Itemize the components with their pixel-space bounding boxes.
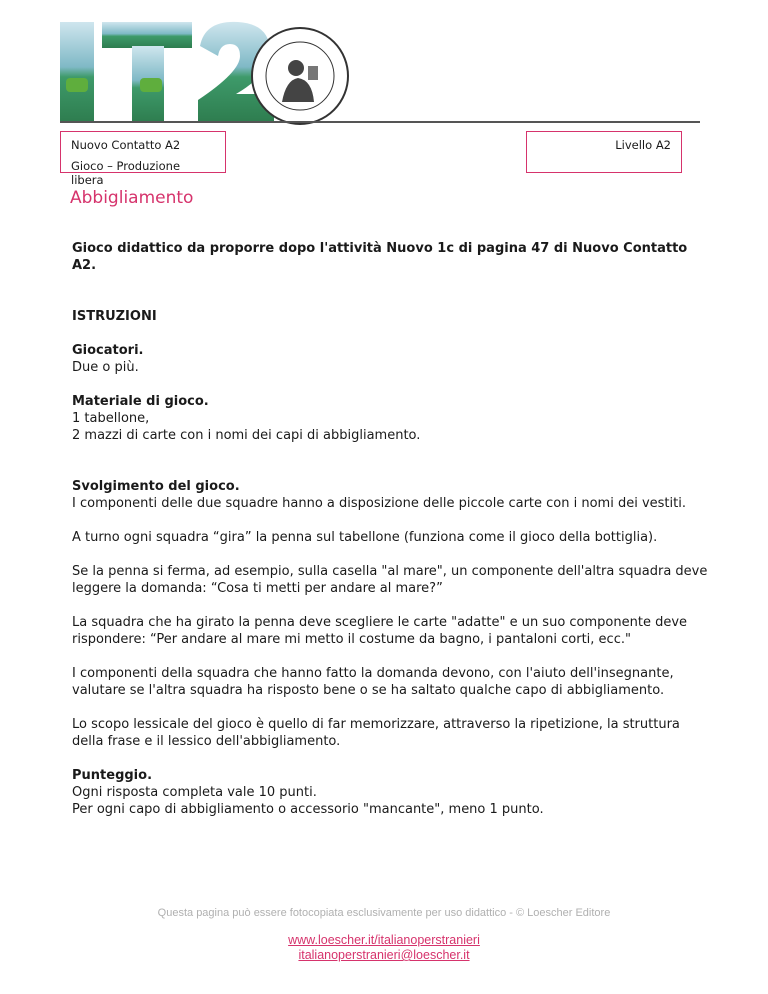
procedure-paragraph: La squadra che ha girato la penna deve scegliere le carte "adatte" e un suo componente deve rispondere: “Per andare al mare mi metto il costume da bagno, i pantaloni corti, ecc." [72, 615, 688, 647]
players-text: Due o più. [72, 360, 139, 375]
materials-line: 2 mazzi di carte con i nomi dei capi di abbigliamento. [72, 428, 421, 443]
website-link[interactable]: www.loescher.it/italianoperstranieri [288, 933, 480, 947]
activity-type: Gioco – Produzione libera [71, 159, 181, 187]
level-box [526, 131, 682, 173]
materials-line: 1 tabellone, [72, 411, 150, 426]
players-heading: Giocatori. [72, 343, 144, 358]
scoring-line: Per ogni capo di abbigliamento o accessorio "mancante", meno 1 punto. [72, 802, 544, 817]
procedure-paragraph: Lo scopo lessicale del gioco è quello di far memorizzare, attraverso la ripetizione, la struttura della frase e il lessico dell'abbigliamento. [72, 717, 680, 749]
procedure-paragraph: A turno ogni squadra “gira” la penna sul tabellone (funziona come il gioco della bottiglia). [72, 530, 658, 545]
it2-logo [60, 16, 360, 128]
page-title: Abbigliamento [70, 188, 194, 208]
course-info-box [60, 131, 226, 187]
instructions-heading: ISTRUZIONI [72, 309, 157, 324]
header-rule [60, 121, 700, 123]
main-content [72, 240, 712, 818]
it2-logo-graphic [60, 16, 360, 128]
email-link[interactable]: italianoperstranieri@loescher.it [298, 948, 470, 962]
procedure-heading: Svolgimento del gioco. [72, 479, 240, 494]
course-name: Nuovo Contatto A2 [71, 138, 181, 152]
procedure-paragraph: I componenti della squadra che hanno fatto la domanda devono, con l'aiuto dell'insegnante, valutare se l'altra squadra ha risposto bene o se ha saltato qualche capo di abbigliamento. [72, 666, 674, 698]
copyright-note: Questa pagina può essere fotocopiata esclusivamente per uso didattico - © Loescher Editore [157, 907, 611, 919]
intro-text: Gioco didattico da proporre dopo l'attività Nuovo 1c di pagina 47 di Nuovo Contatto A2. [72, 241, 688, 273]
publisher-seal-icon [252, 28, 348, 124]
procedure-paragraph: I componenti delle due squadre hanno a disposizione delle piccole carte con i nomi dei vestiti. [72, 496, 686, 511]
email-link-wrap [0, 946, 768, 964]
procedure-paragraph: Se la penna si ferma, ad esempio, sulla casella "al mare", un componente dell'altra squadra deve leggere la domanda: “Cosa ti metti per andare al mare?” [72, 564, 708, 596]
level-label: Livello A2 [615, 138, 671, 152]
scoring-line: Ogni risposta completa vale 10 punti. [72, 785, 317, 800]
materials-heading: Materiale di gioco. [72, 394, 209, 409]
scoring-heading: Punteggio. [72, 768, 153, 783]
